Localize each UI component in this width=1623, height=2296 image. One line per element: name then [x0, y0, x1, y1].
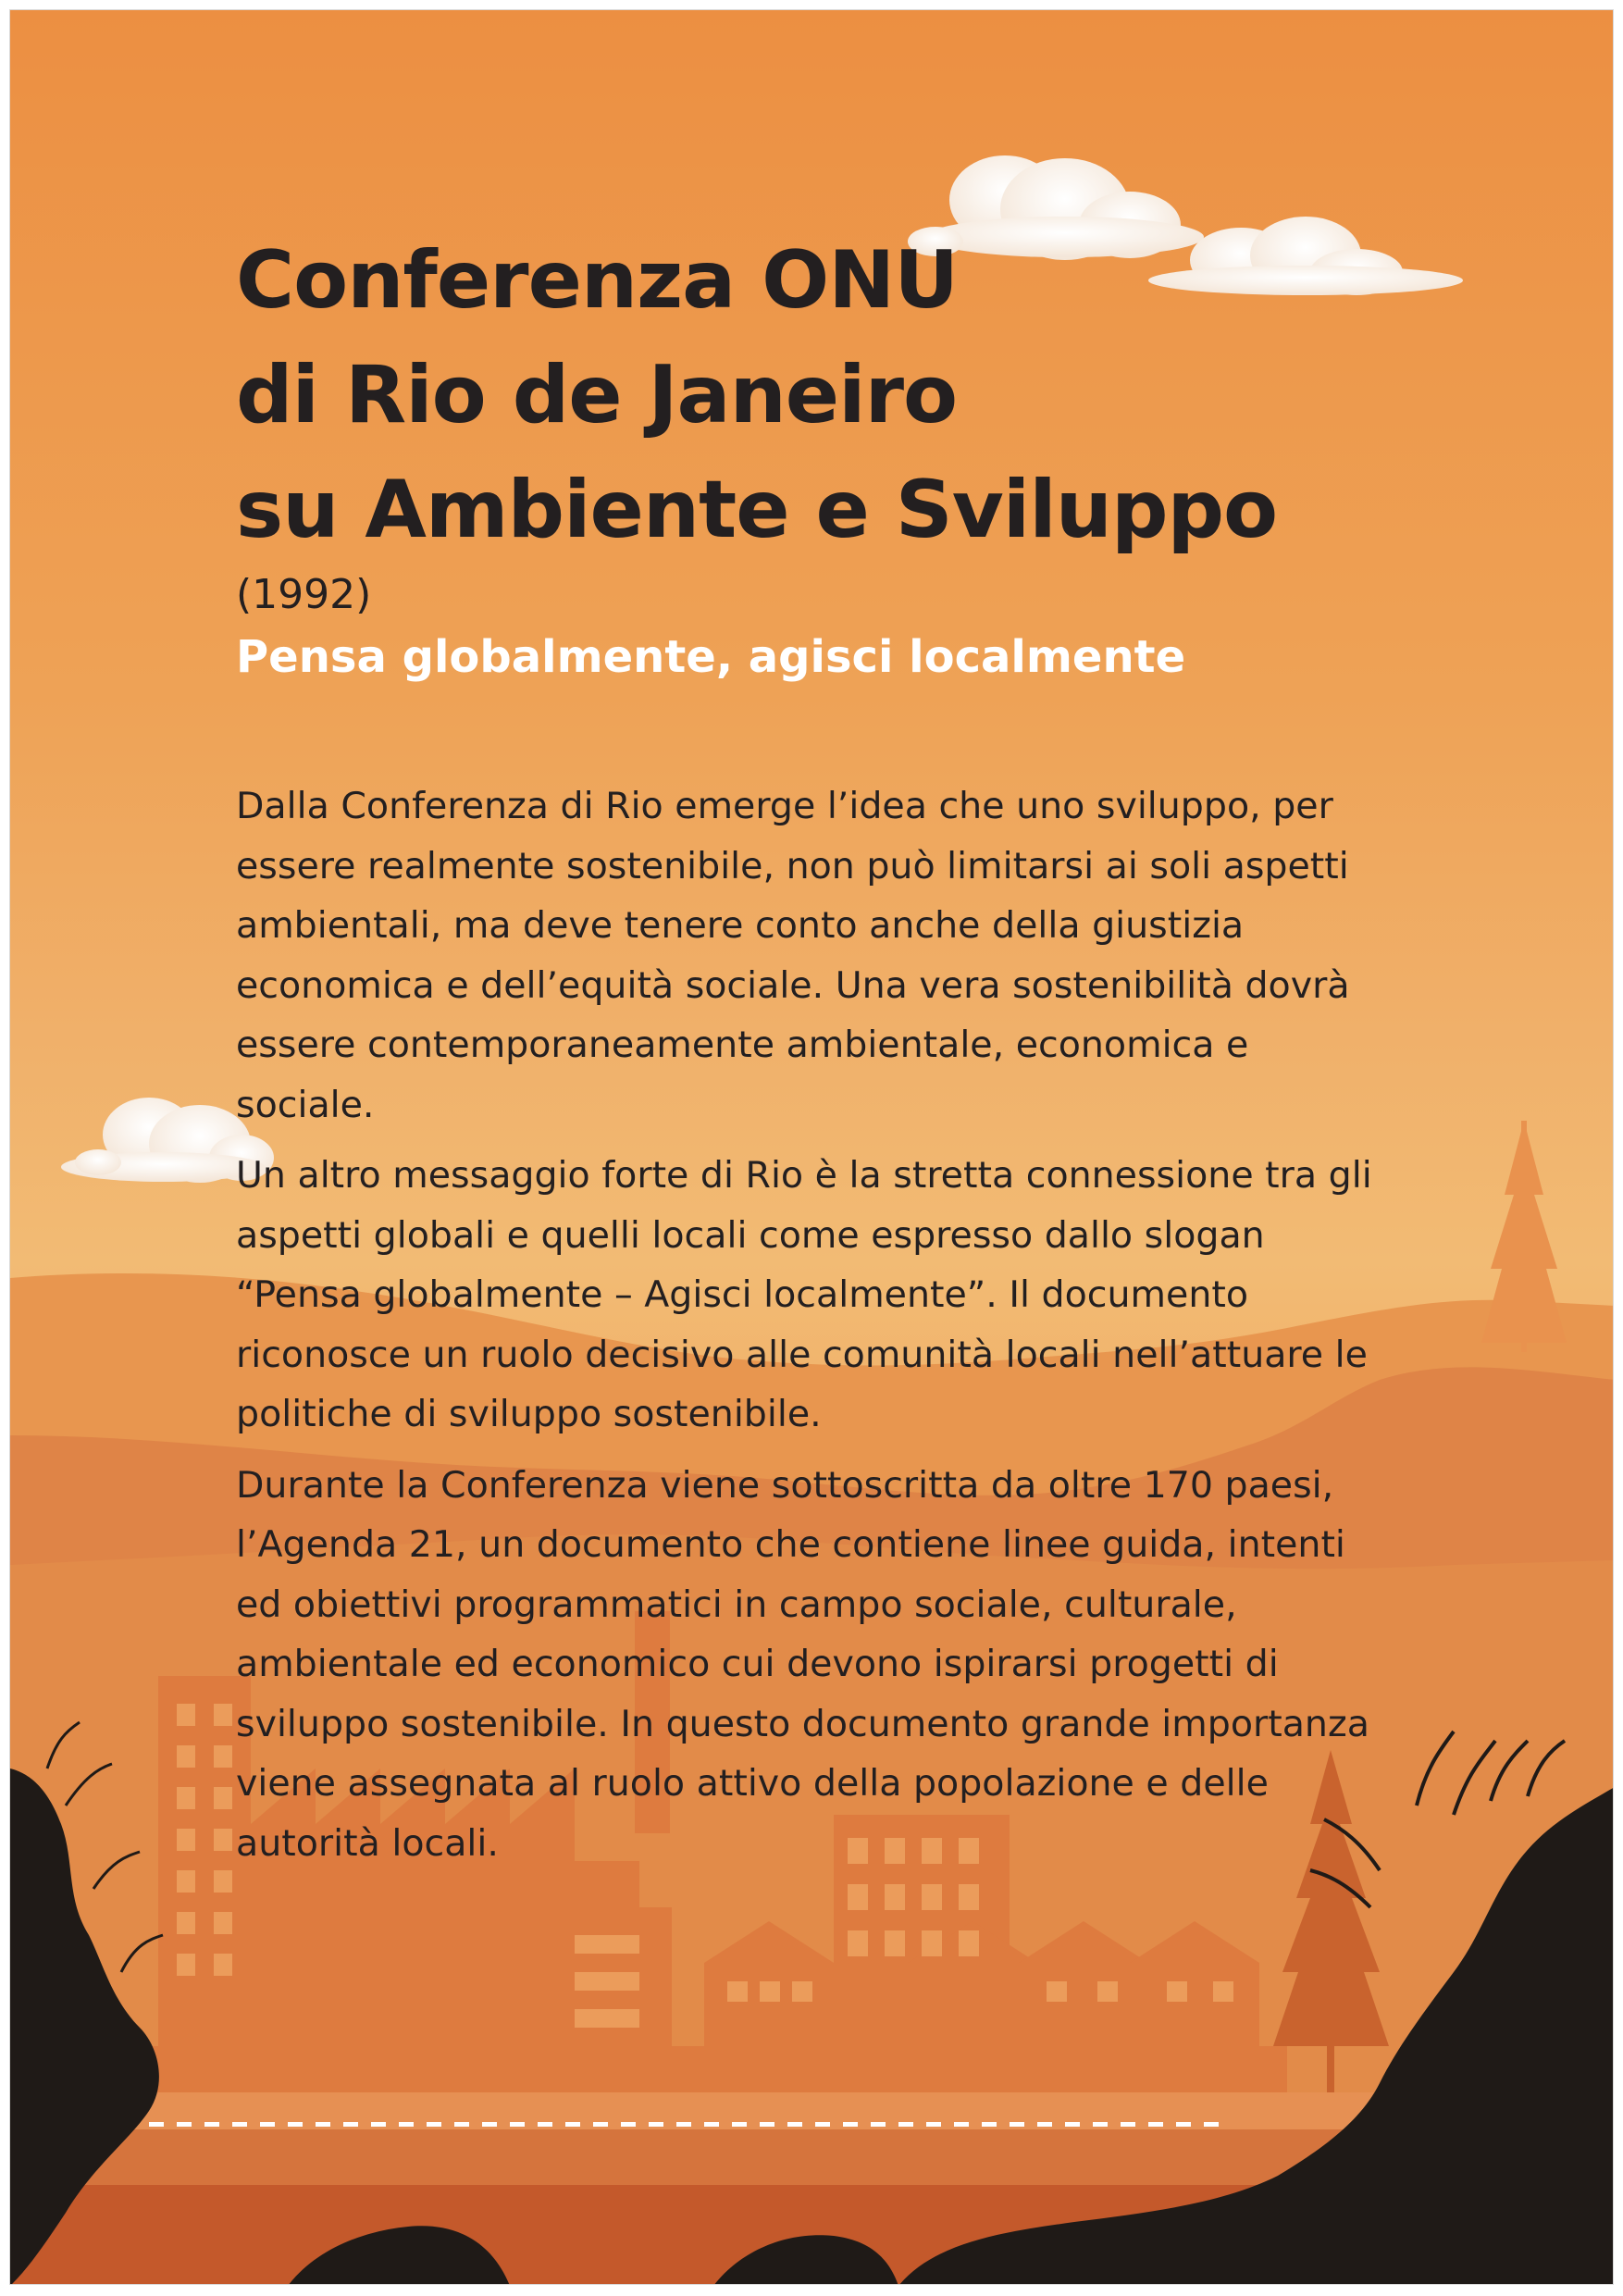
paragraph-3: Durante la Conferenza viene sottoscritta da oltre 170 paesi, l’Agenda 21, un documento che contiene linee guida, intenti ed obiettivi programmatici in campo sociale, culturale, ambientale ed economico cui devono ispirarsi progetti di sviluppo sostenibile. In questo documento grande importanza viene assegnata al ruolo attivo della popolazione e delle autorità locali.	[236, 1463, 1369, 1865]
paragraph-1: Dalla Conferenza di Rio emerge l’idea che uno sviluppo, per essere realmente sostenibile, non può limitarsi ai soli aspetti ambientali, ma deve tenere conto anche della giustizia economica e dell’equità sociale. Una vera sostenibilità dovrà essere contemporaneamente ambientale, economica e sociale.	[236, 785, 1350, 1126]
body-text	[236, 776, 1439, 1873]
title-line-1: Conferenza ONU	[236, 234, 959, 327]
paragraph-2: Un altro messaggio forte di Rio è la stretta connessione tra gli aspetti globali e quelli locali come espresso dallo slogan “Pensa globalmente – Agisci localmente”. Il documento riconosce un ruolo decisivo alle comunità locali nell’attuare le politiche di sviluppo sostenibile.	[236, 1154, 1372, 1435]
poster	[9, 9, 1614, 2285]
text-block	[236, 223, 1439, 1884]
slogan: Pensa globalmente, agisci localmente	[236, 631, 1186, 683]
title-line-3: su Ambiente e Sviluppo	[236, 464, 1278, 556]
title-line-2: di Rio de Janeiro	[236, 349, 958, 441]
year: (1992)	[236, 571, 372, 618]
